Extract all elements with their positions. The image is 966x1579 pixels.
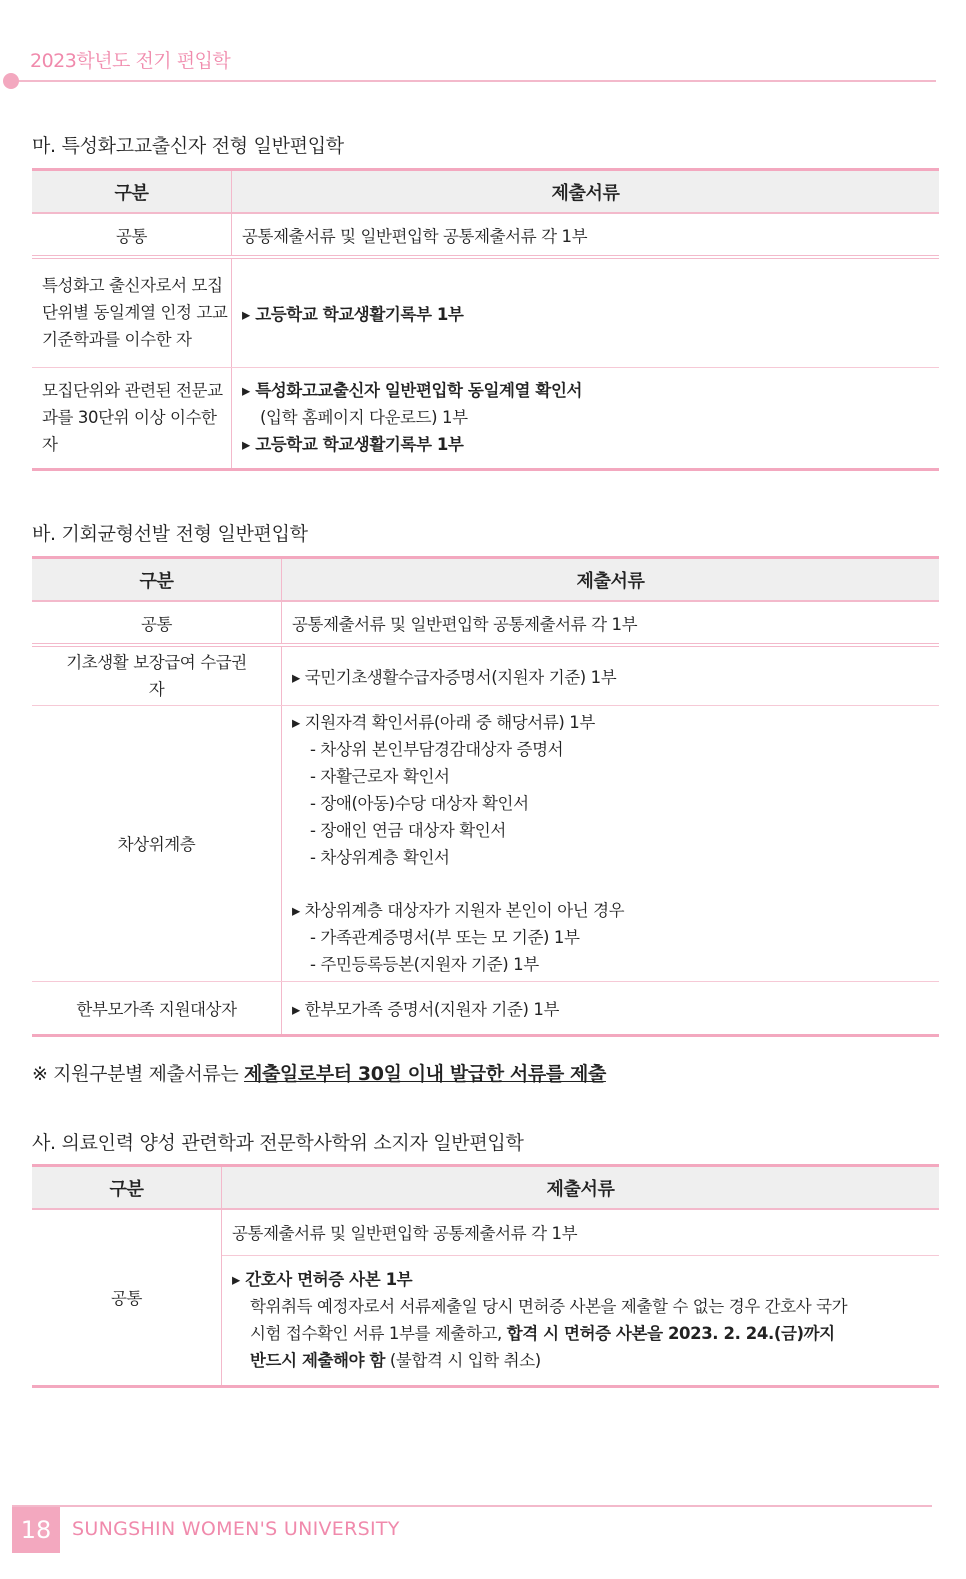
row-documents (222, 1255, 940, 1386)
column-header-category: 구분 (32, 170, 232, 214)
mandatory-emphasis: 반드시 제출해야 함 (250, 1351, 386, 1370)
row-documents: 공통제출서류 및 일반편입학 공통제출서류 각 1부 (222, 1209, 940, 1255)
column-header-category: 구분 (32, 558, 282, 602)
header-bullet-dot (3, 73, 19, 89)
row-category: 공통 (32, 213, 232, 257)
deadline-emphasis: 합격 시 면허증 사본을 2023. 2. 24.(금)까지 (506, 1324, 835, 1343)
table-row (32, 213, 939, 257)
row-documents: 공통제출서류 및 일반편입학 공통제출서류 각 1부 (282, 601, 940, 645)
document-subitem: - 주민등록등본(지원자 기준) 1부 (310, 954, 539, 974)
row-category: 기초생활 보장급여 수급권자 (32, 645, 282, 705)
section-title-sa: 사. 의료인력 양성 관련학과 전문학사학위 소지자 일반편입학 (32, 1132, 524, 1154)
document-detail-line: 반드시 제출해야 함 (불합격 시 입학 취소) (250, 1351, 541, 1370)
document-subitem: - 장애인 연금 대상자 확인서 (310, 820, 506, 840)
row-category: 공통 (32, 1209, 222, 1386)
table-row (32, 705, 939, 981)
documents-table-ba (32, 556, 939, 1037)
row-documents: ▸ 국민기초생활수급자증명서(지원자 기준) 1부 (282, 645, 940, 705)
row-category: 차상위계층 (32, 705, 282, 981)
note-emphasis: 제출일로부터 30일 이내 발급한 서류를 제출 (243, 1063, 606, 1085)
column-header-documents: 제출서류 (222, 1166, 940, 1210)
row-category: 공통 (32, 601, 282, 645)
document-subitem: - 가족관계증명서(부 또는 모 기준) 1부 (310, 927, 580, 947)
document-item: ▸ 고등학교 학교생활기록부 1부 (242, 435, 464, 454)
table-header-row (32, 558, 939, 602)
table-header-row (32, 1166, 939, 1210)
row-documents: 공통제출서류 및 일반편입학 공통제출서류 각 1부 (232, 213, 940, 257)
table-row (32, 645, 939, 705)
note-prefix: ※ 지원구분별 제출서류는 (32, 1063, 239, 1085)
document-item: (입학 홈페이지 다운로드) 1부 (260, 408, 468, 427)
document-subitem: - 장애(아동)수당 대상자 확인서 (310, 793, 529, 813)
footer-divider (12, 1505, 932, 1507)
submission-note (32, 1059, 606, 1086)
document-detail-line: 시험 접수확인 서류 1부를 제출하고, 합격 시 면허증 사본을 2023. 2. 24.(금)까지 (250, 1324, 835, 1343)
table-row (32, 981, 939, 1035)
row-category: 한부모가족 지원대상자 (32, 981, 282, 1035)
section-title-ba: 바. 기회균형선발 전형 일반편입학 (32, 523, 308, 545)
document-item: ▸ 간호사 면허증 사본 1부 (232, 1270, 413, 1289)
column-header-category: 구분 (32, 1166, 222, 1210)
document-item: ▸ 특성화고교출신자 일반편입학 동일계열 확인서 (242, 381, 583, 400)
table-row (32, 1209, 939, 1255)
documents-table-ma (32, 168, 939, 471)
row-category: 특성화고 출신자로서 모집단위별 동일계열 인정 고교 기준학과를 이수한 자 (32, 257, 232, 367)
section-title-ma: 마. 특성화고교출신자 전형 일반편입학 (32, 135, 344, 157)
document-item: ▸ 지원자격 확인서류(아래 중 해당서류) 1부 (292, 712, 595, 732)
row-category: 모집단위와 관련된 전문교과를 30단위 이상 이수한 자 (32, 367, 232, 469)
table-row (32, 367, 939, 469)
row-documents (282, 705, 940, 981)
document-detail: 학위취득 예정자로서 서류제출일 당시 면허증 사본을 제출할 수 없는 경우 간호사 국가 (250, 1297, 848, 1316)
document-subitem: - 자활근로자 확인서 (310, 766, 450, 786)
column-header-documents: 제출서류 (282, 558, 940, 602)
footer-university-name: SUNGSHIN WOMEN'S UNIVERSITY (72, 1518, 400, 1540)
document-subitem: - 차상위계층 확인서 (310, 847, 450, 867)
header-divider (12, 80, 936, 82)
page-header-title: 2023학년도 전기 편입학 (30, 50, 231, 72)
row-documents: ▸ 한부모가족 증명서(지원자 기준) 1부 (282, 981, 940, 1035)
document-subitem: - 차상위 본인부담경감대상자 증명서 (310, 739, 564, 759)
table-header-row (32, 170, 939, 214)
page-number: 18 (12, 1507, 60, 1553)
column-header-documents: 제출서류 (232, 170, 940, 214)
documents-table-sa (32, 1164, 939, 1388)
table-row (32, 601, 939, 645)
row-documents: ▸ 고등학교 학교생활기록부 1부 (232, 257, 940, 367)
document-item: ▸ 차상위계층 대상자가 지원자 본인이 아닌 경우 (292, 900, 625, 920)
table-row (32, 257, 939, 367)
row-documents (232, 367, 940, 469)
